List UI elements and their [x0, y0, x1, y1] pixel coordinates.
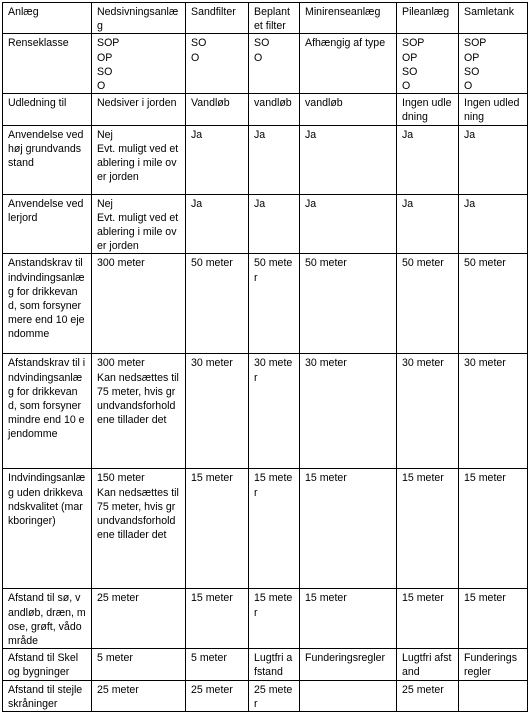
cell-text: 50 meter [464, 257, 506, 270]
column-header: Anlæg [3, 3, 92, 34]
table-row [3, 469, 528, 589]
table-cell [459, 469, 528, 589]
cell-text: Lugtfri afstand [254, 652, 293, 679]
table-cell [300, 34, 397, 94]
table-cell [92, 680, 186, 711]
cell-text: Evt. muligt ved etablering i mile over jorden [97, 142, 179, 184]
cell-text: 15 meter [464, 472, 506, 485]
cell-text: Afstandskrav til indvindingsanlæg for drikkevand, som forsyner mindre end 10 ejendomme [8, 357, 86, 441]
cell-text: OP [402, 51, 418, 64]
table-cell [459, 34, 528, 94]
cell-text: Evt. muligt ved etablering i mile over jorden [97, 211, 179, 253]
cell-text: Ingen udledning [464, 97, 520, 124]
table-cell [92, 94, 186, 125]
table-cell [397, 680, 459, 711]
table-cell [92, 354, 186, 469]
table-cell [249, 649, 300, 680]
cell-text: 30 meter [191, 357, 233, 370]
table-cell [397, 94, 459, 125]
cell-text: Anvendelse ved høj grundvandsstand [8, 128, 84, 170]
cell-text: Afhængig af type [305, 37, 386, 50]
cell-text: 50 meter [254, 257, 293, 284]
cell-text: Nej [97, 128, 113, 141]
table-cell [459, 94, 528, 125]
cell-text: 300 meter [97, 357, 145, 370]
cell-text: 150 meter [97, 472, 145, 485]
cell-text: vandløb [305, 97, 343, 110]
cell-text: 5 meter [191, 652, 227, 665]
column-header: Nedsivningsanlæg [92, 3, 186, 34]
cell-text: Ja [464, 128, 476, 141]
cell-text: Afstand til Skel og bygninger [8, 652, 79, 679]
cell-text: O [402, 80, 411, 93]
cell-text: OP [97, 51, 113, 64]
table-header-row [3, 3, 528, 34]
row-label [3, 354, 92, 469]
cell-text: Ingen udledning [402, 97, 452, 124]
table-cell [397, 34, 459, 94]
table-cell [92, 254, 186, 354]
cell-text: Ja [402, 197, 414, 210]
cell-text: vandløb [254, 97, 292, 110]
cell-text: Anstandskrav til indvindingsanlæg for drikkevand, som forsyner mere end 10 ejendomme [8, 257, 85, 341]
table-cell [186, 469, 249, 589]
table-cell [459, 125, 528, 194]
table-row [3, 649, 528, 680]
table-cell [459, 254, 528, 354]
table-cell [459, 589, 528, 649]
cell-text: O [254, 51, 263, 64]
cell-text: OP [464, 51, 480, 64]
table-cell [397, 589, 459, 649]
cell-text: Ja [305, 128, 317, 141]
table-cell [397, 125, 459, 194]
cell-text: O [464, 80, 473, 93]
cell-text: Vandløb [191, 97, 230, 110]
cell-text: Anvendelse ved lerjord [8, 197, 84, 224]
cell-text: SO [191, 37, 207, 50]
cell-text: 5 meter [97, 652, 133, 665]
table-cell [300, 254, 397, 354]
table-cell [397, 254, 459, 354]
table-cell [92, 194, 186, 254]
table-cell [397, 469, 459, 589]
cell-text: Ja [254, 197, 266, 210]
table-cell [459, 680, 528, 711]
table-cell [397, 649, 459, 680]
cell-text: Ja [254, 128, 266, 141]
table-cell [186, 125, 249, 194]
cell-text: SO [464, 65, 480, 78]
row-label [3, 469, 92, 589]
table-cell [249, 254, 300, 354]
cell-text: Udledning til [8, 97, 67, 110]
table-row [3, 125, 528, 194]
cell-text: Ja [402, 128, 414, 141]
cell-text: 15 meter [402, 472, 444, 485]
table-row [3, 354, 528, 469]
table-cell [300, 125, 397, 194]
cell-text: 30 meter [305, 357, 347, 370]
table-cell [249, 194, 300, 254]
table-cell [249, 125, 300, 194]
column-header: Sandfilter [186, 3, 249, 34]
cell-text: SO [254, 37, 270, 50]
table-cell [186, 254, 249, 354]
table-cell [249, 469, 300, 589]
cell-text: Kan nedsættes til 75 meter, hvis grundvandsforholdene tillader det [97, 371, 179, 427]
cell-text: 15 meter [254, 592, 293, 619]
table-cell [92, 589, 186, 649]
cell-text: 25 meter [97, 592, 139, 605]
cell-text: Ja [305, 197, 317, 210]
table-cell [300, 354, 397, 469]
cell-text: 25 meter [254, 683, 293, 710]
cell-text: Ja [191, 197, 203, 210]
table-cell [300, 649, 397, 680]
table-cell [186, 34, 249, 94]
cell-text: 300 meter [97, 257, 145, 270]
cell-text: 25 meter [191, 683, 233, 696]
table-cell [249, 34, 300, 94]
table-cell [300, 94, 397, 125]
table-cell [249, 354, 300, 469]
cell-text: Nedsiver i jorden [97, 97, 177, 110]
table-cell [249, 680, 300, 711]
table-row [3, 589, 528, 649]
row-label [3, 680, 92, 711]
table-cell [186, 354, 249, 469]
table-cell [459, 649, 528, 680]
cell-text: Nej [97, 197, 113, 210]
table-row [3, 94, 528, 125]
cell-text: SO [402, 65, 418, 78]
table-cell [92, 649, 186, 680]
cell-text: Indvindingsanlæg uden drikkevandskvalitet (markboringer) [8, 472, 86, 528]
cell-text: SOP [402, 37, 425, 50]
table-row [3, 254, 528, 354]
cell-text: 25 meter [97, 683, 139, 696]
table-cell [300, 589, 397, 649]
cell-text: Afstand til sø, vandløb, dræn, mose, grøft, vådområde [8, 592, 86, 648]
table-cell [397, 354, 459, 469]
cell-text: 15 meter [305, 592, 347, 605]
cell-text: 30 meter [402, 357, 444, 370]
table-cell [186, 194, 249, 254]
cell-text: 25 meter [402, 683, 444, 696]
cell-text: Ja [191, 128, 203, 141]
column-header: Beplantet filter [249, 3, 300, 34]
cell-text: 15 meter [464, 592, 506, 605]
table-cell [186, 589, 249, 649]
cell-text: SOP [464, 37, 487, 50]
row-label [3, 94, 92, 125]
facility-comparison-table [2, 2, 528, 712]
cell-text: 15 meter [305, 472, 347, 485]
table-cell [249, 94, 300, 125]
row-label [3, 125, 92, 194]
table-cell [459, 194, 528, 254]
table-cell [300, 680, 397, 711]
row-label [3, 649, 92, 680]
cell-text: Funderingsregler [305, 652, 386, 665]
table-cell [397, 194, 459, 254]
table-cell [92, 125, 186, 194]
cell-text: O [191, 51, 200, 64]
cell-text: 15 meter [191, 592, 233, 605]
cell-text: Ja [464, 197, 476, 210]
row-label [3, 254, 92, 354]
cell-text: 30 meter [464, 357, 506, 370]
table-cell [186, 680, 249, 711]
column-header: Samletank [459, 3, 528, 34]
table-cell [300, 469, 397, 589]
cell-text: 50 meter [191, 257, 233, 270]
cell-text: Renseklasse [8, 37, 69, 50]
table-cell [459, 354, 528, 469]
table-cell [249, 589, 300, 649]
cell-text: 15 meter [254, 472, 293, 499]
cell-text: 50 meter [305, 257, 347, 270]
column-header: Minirenseanlæg [300, 3, 397, 34]
cell-text: SO [97, 65, 113, 78]
row-label [3, 194, 92, 254]
cell-text: SOP [97, 37, 120, 50]
table-row [3, 680, 528, 711]
cell-text: 30 meter [254, 357, 293, 384]
cell-text: 50 meter [402, 257, 444, 270]
cell-text: Afstand til stejle skråninger [8, 683, 83, 710]
table-cell [92, 469, 186, 589]
row-label [3, 589, 92, 649]
table-cell [92, 34, 186, 94]
row-label [3, 34, 92, 94]
table-row [3, 34, 528, 94]
cell-text: Lugtfri afstand [402, 652, 452, 679]
table-cell [186, 649, 249, 680]
table-row [3, 194, 528, 254]
cell-text: Funderings regler [464, 652, 517, 679]
table-cell [300, 194, 397, 254]
cell-text: 15 meter [191, 472, 233, 485]
cell-text: O [97, 80, 106, 93]
cell-text: 15 meter [402, 592, 444, 605]
cell-text: Kan nedsættes til 75 meter, hvis grundvandsforholdene tillader det [97, 486, 179, 542]
table-cell [186, 94, 249, 125]
column-header: Pileanlæg [397, 3, 459, 34]
